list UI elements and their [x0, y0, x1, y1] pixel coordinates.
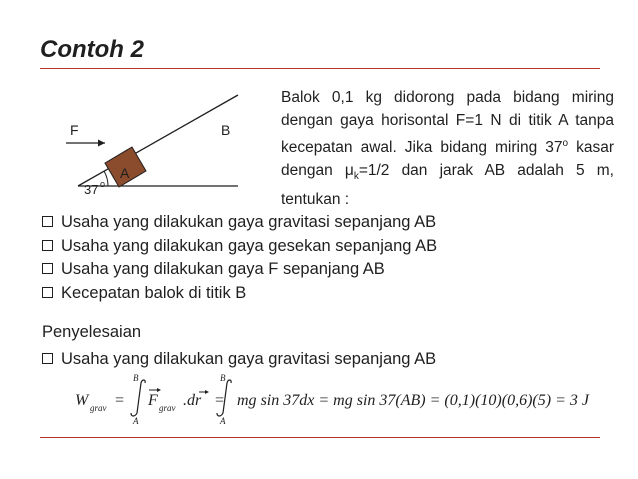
formula-integrand: mg sin 37dx = mg sin 37(AB) = (0,1)(10)(0,6)(5) = 3 J [237, 392, 590, 409]
label-a: A [120, 165, 130, 181]
solution-item: Usaha yang dilakukan gaya gravitasi sepanjang AB [42, 350, 436, 369]
incline-diagram [60, 90, 250, 200]
slide-title: Contoh 2 [40, 36, 144, 63]
integral-sign-1 [131, 380, 145, 416]
formula-eq2: = [215, 392, 225, 409]
list-item: Kecepatan balok di titik B [42, 282, 437, 306]
vector-arrowhead-f [157, 388, 161, 392]
formula-dr: .dr [183, 392, 202, 409]
angle-label: 37 [84, 182, 99, 197]
checkbox-icon [42, 240, 53, 251]
formula-eq1: = [115, 392, 125, 409]
formula-f: F [148, 392, 158, 409]
integral-upper-1: B [133, 373, 139, 383]
formula-f-sub: grav [159, 403, 176, 413]
list-item: Usaha yang dilakukan gaya gesekan sepanjang AB [42, 235, 437, 259]
incline-slope [78, 95, 238, 186]
checkbox-icon [42, 263, 53, 274]
list-item: Usaha yang dilakukan gaya F sepanjang AB [42, 258, 437, 282]
angle-degree: o [100, 179, 106, 189]
problem-text-2: kasar dengan μ [281, 139, 614, 180]
integral-lower-1: A [133, 416, 139, 425]
vector-arrowhead-r [205, 390, 209, 394]
solution-heading: Penyelesaian [42, 323, 142, 341]
top-divider [40, 68, 600, 69]
mu-subscript: k [353, 171, 359, 183]
checkbox-icon [42, 216, 53, 227]
label-f: F [70, 122, 79, 138]
formula-w: W [75, 392, 89, 409]
degree-symbol: o [562, 138, 569, 149]
checkbox-icon [42, 287, 53, 298]
integral-lower-2: A [220, 416, 226, 425]
problem-statement [281, 86, 614, 211]
bottom-divider [40, 437, 600, 438]
label-b: B [221, 122, 231, 138]
questions-list [42, 211, 437, 305]
checkbox-icon [42, 353, 53, 364]
list-item: Usaha yang dilakukan gaya gravitasi sepanjang AB [42, 211, 437, 235]
problem-text-1: Balok 0,1 kg didorong pada bidang miring dengan gaya horisontal F=1 N di titik A tanpa kecepatan awal. Jika bidang miring 37 [281, 89, 614, 157]
problem-text-3: =1/2 dan jarak AB adalah 5 m, tentukan : [281, 162, 614, 209]
formula-w-sub: grav [90, 403, 107, 413]
integral-upper-2: B [220, 373, 226, 383]
work-formula [75, 373, 595, 425]
force-arrowhead [98, 140, 105, 147]
